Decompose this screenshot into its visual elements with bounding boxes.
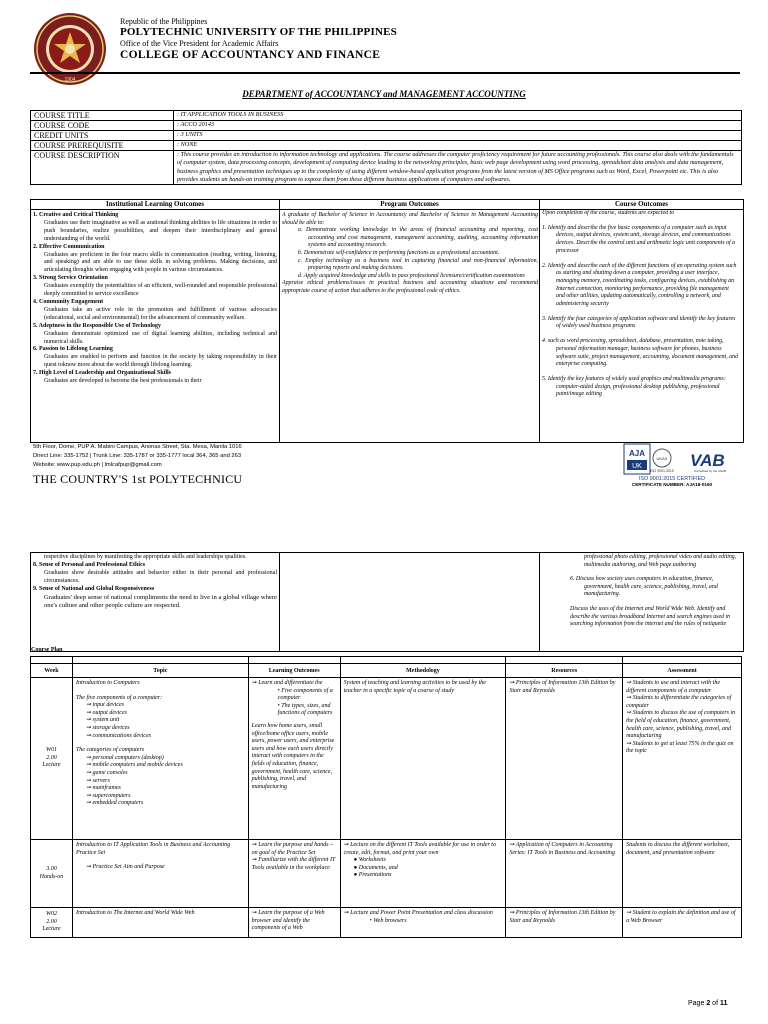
course-code-value: : ACCO 20143 xyxy=(174,121,742,131)
outcome-text: Learn how home users, small office/home office users, mobile users, power users, and enterprise users and how each users directly interact with computers in the fields of education, finance, government, health care, science, publishing, travel, and manufacturing xyxy=(251,722,335,790)
co-item: 1. Identify and describe the five basic components of a computer such as input devices, output devices, system unit, storage devices, and communications devices. Describe the control unit and arithmetic logic unit components of a processor xyxy=(542,224,736,254)
week-type: Hands-on xyxy=(39,873,64,880)
arrow-icon: ➙ xyxy=(626,740,633,747)
header-divider xyxy=(30,72,740,74)
outcomes-continued xyxy=(30,552,744,652)
vab-logo-text: VAB xyxy=(690,451,725,470)
bullet-icon: • xyxy=(277,687,282,694)
college-name: COLLEGE OF ACCOUNTANCY AND FINANCE xyxy=(120,49,381,61)
office-line: Office of the Vice President for Academic Affairs xyxy=(120,39,279,48)
arrow-icon: ➙ xyxy=(343,842,351,848)
co-item: 5. Identify the key features of widely used graphics and multimedia programs: computer-aided design, professional desktop publishing, professional paint/image editing xyxy=(542,375,726,398)
arrow-icon: ➙ xyxy=(626,680,633,686)
list-item: ➙ Principles of Information 13th Edition by Stair and Reynolds xyxy=(509,680,616,694)
week-hours: 2.00 xyxy=(46,754,57,761)
assessment-cell: Students to discuss the different worksheet, document, and presentation software xyxy=(623,840,742,908)
arrow-icon: ➙ xyxy=(85,769,93,776)
learning-outcomes-cell xyxy=(248,678,340,840)
ilo-desc: Graduates show desirable attitudes and behavior either in their personal and professional circumstances. xyxy=(44,569,277,584)
aja-logo-text: AJA xyxy=(628,449,646,458)
arrow-icon: ➙ xyxy=(85,717,93,724)
bullet-icon: ● xyxy=(353,857,359,864)
bullet-icon: • xyxy=(277,702,282,709)
co-item: 4. such as word processing, spreadsheet, database, presentation, note taking, personal information manager, business software for phones, business software suite, project management, accounting, document management, and enterprise computing. xyxy=(542,338,738,368)
ilo-title: 1. Creative and Critical Thinking xyxy=(33,212,119,218)
arrow-icon: ➙ xyxy=(509,842,516,848)
table-row xyxy=(31,678,742,840)
po-header: Program Outcomes xyxy=(280,200,539,210)
week-cell xyxy=(31,678,73,840)
arrow-icon: ➙ xyxy=(85,864,93,871)
ilo-desc: Graduates' deep sense of national compliments the need to live in a global village where one's culture and other people culture are respected. xyxy=(44,593,277,609)
course-plan-title: Course Plan xyxy=(31,647,63,653)
list-item: ➙ servers xyxy=(85,777,110,784)
arrow-icon: ➙ xyxy=(626,710,633,717)
arrow-icon: ➙ xyxy=(85,754,93,761)
arrow-icon: ➙ xyxy=(85,800,93,807)
certificate-number: CERTIFICATE NUMBER: AJA18-0160 xyxy=(631,482,713,487)
university-name: POLYTECHNIC UNIVERSITY OF THE PHILIPPINES xyxy=(120,26,397,38)
arrow-icon: ➙ xyxy=(251,857,259,864)
column-divider xyxy=(279,200,280,442)
learning-outcomes-cell xyxy=(248,840,340,908)
list-item: ➙ Application of Computers in Accounting Series: IT Tools in Business and Accounting xyxy=(509,842,615,856)
learning-outcomes-cell xyxy=(248,908,340,938)
ilo-title: 9. Sense of National and Global Responsiveness xyxy=(33,585,155,592)
col-methodology: Methodology xyxy=(340,664,506,678)
ilo-desc: Graduates are developed to become the best professionals in their xyxy=(44,378,202,385)
ukas-logo-text: UKAS xyxy=(656,456,668,461)
list-item: ➙ Students to discuss the use of computers in the field of education, finance, government, health care, science, publishing, travel, and manufacturing xyxy=(626,710,736,740)
topic-subtitle: The five components of a computer: xyxy=(75,694,163,701)
co-item: Discuss the uses of the Internet and World Wide Web. Identify and describe the various broadband Internet and search engines used in searching information from the internet and the rules of netiquette xyxy=(570,605,731,628)
list-item: ➙ Learn the purpose and hands – on goal of the Practice Set xyxy=(251,842,334,856)
topic-subtitle: The categories of computers xyxy=(75,747,145,754)
co-item: 2. Identify and describe each of the different functions of an operating system such as starting and shutting down a computer, providing a user interface, managing memory, coordinating tasks, configuring devices, establishing an Internet connection, monitoring performance, providing file management and other utilities, updating automatically, controlling a network, and administering security xyxy=(542,262,737,308)
prereq-label: COURSE PREREQUISITE xyxy=(31,141,174,151)
table-row xyxy=(31,840,742,908)
week-hours: 3.00 xyxy=(46,865,57,872)
list-item: ➙ Familiarize with the different IT Tools available in the workplace xyxy=(251,857,336,871)
list-item: ➙ game consoles xyxy=(85,769,128,776)
ilo-title: 7. High Level of Leadership and Organizational Skills xyxy=(33,370,172,377)
co-intro: Upon completion of the course, students are expected to xyxy=(542,210,675,216)
week-hours: 2.00 xyxy=(46,918,57,925)
arrow-icon: ➙ xyxy=(509,680,516,686)
list-item: ➙ supercomputers xyxy=(85,792,131,799)
phone-line: Direct Line: 335-1752 | Trunk Line: 335-1787 or 335-1777 local 364, 365 and 263 xyxy=(33,453,242,459)
week-number: W02 xyxy=(45,911,57,918)
ilo-title: 4. Community Engagement xyxy=(33,298,104,305)
outcomes-table xyxy=(30,199,744,443)
arrow-icon: ➙ xyxy=(626,695,633,702)
arrow-icon: ➙ xyxy=(85,792,93,799)
topic-title: Introduction to Computers xyxy=(75,680,140,686)
list-item: ➙ Learn and differentiate the xyxy=(251,680,323,686)
list-item: ➙ Student to explain the definition and use of a Web Browser xyxy=(626,910,736,924)
ukas-cert-text: ISO 9001:2015 xyxy=(650,469,674,473)
col-topic: Topic xyxy=(72,664,248,678)
list-item: • Five components of a computer xyxy=(277,687,333,702)
bullet-icon: ● xyxy=(353,872,359,879)
po-item: d. Apply acquired knowledge and skills to pass professional licensure/certification examinations xyxy=(298,272,525,279)
list-item: ➙ Students to get at least 75% in the quiz on the topic xyxy=(626,740,734,755)
column-divider xyxy=(539,200,540,442)
column-divider xyxy=(539,553,540,651)
list-item: ● Presentations xyxy=(353,872,392,879)
spacer-row xyxy=(31,657,742,664)
co-item: professional photo editing, professional video and audio editing, multimedia authoring, and Web page authoring xyxy=(584,554,737,568)
methodology-cell xyxy=(340,840,506,908)
po-item: b. Demonstrate self-confidence in performing functions as a professional accountant. xyxy=(298,249,500,256)
resources-cell xyxy=(506,908,623,938)
methodology-cell xyxy=(340,908,506,938)
website-line: Website: www.pup.edu.ph | lmlcafpup@gmail.com xyxy=(33,462,162,468)
col-resources: Resources xyxy=(506,664,623,678)
co-header: Course Outcomes xyxy=(540,200,743,210)
list-item: ➙ Principles of Information 13th Edition by Stair and Reynolds xyxy=(509,910,616,924)
col-week: Week xyxy=(31,664,73,678)
week-number: W01 xyxy=(45,747,57,754)
ilo-title: 2. Effective Communication xyxy=(33,243,105,250)
ilo-list xyxy=(33,212,277,386)
list-item: ➙ communications devices xyxy=(85,732,151,739)
list-item: ➙ storage devices xyxy=(85,724,130,731)
arrow-icon: ➙ xyxy=(251,680,259,686)
arrow-icon: ➙ xyxy=(85,709,93,716)
ilo-desc: Graduates take an active role in the promotion and fulfillment of various advocacies (educational, social and environmental) for the advancement of community welfare. xyxy=(44,306,277,321)
list-item: ➙ Students to use and interact with the different components of a computer xyxy=(626,680,720,694)
ilo-title: 5. Adeptness in the Responsible Use of Technology xyxy=(33,322,162,329)
course-title-label: COURSE TITLE xyxy=(31,111,174,121)
tagline: THE COUNTRY'S 1st POLYTECHNICU xyxy=(33,472,243,486)
list-item: ➙ Lecture and Power Point Presentation and class discussion xyxy=(343,910,493,916)
plan-header-row xyxy=(31,664,742,678)
address-footer xyxy=(33,443,242,470)
course-title-value: : IT APPLICATION TOOLS IN BUSINESS xyxy=(174,111,742,121)
column-divider xyxy=(279,553,280,651)
credit-units-label: CREDIT UNITS xyxy=(31,131,174,141)
ilo-desc: Graduates demonstrate optimized use of digital learning abilities, including technical and numerical skills. xyxy=(44,330,277,345)
week-cell xyxy=(31,840,73,908)
list-item: ● Worksheets xyxy=(353,857,386,864)
topic-cell xyxy=(72,678,248,840)
list-item: • The types, sizes, and functions of computers xyxy=(277,702,333,717)
list-item: ➙ input devices xyxy=(85,702,124,709)
ilo-desc: Graduates use their imaginative as well as arational thinking abilities to life situations in order to push boundaries, realize possibilities, and deepen their interdisciplinary and general understanding of the world. xyxy=(44,219,277,242)
list-item: ➙ Students to differentiate the categories of computer xyxy=(626,695,732,709)
arrow-icon: ➙ xyxy=(85,732,93,739)
topic-cell xyxy=(72,840,248,908)
ilo-title: 8. Sense of Personal and Professional Ethics xyxy=(33,561,146,568)
po-item: a. Demonstrate working knowledge in the areas of financial accounting and reporting, cost accounting and cost management, management accounting, auditing, accounting information systems and accounting research. xyxy=(298,227,538,249)
week-type: Lecture xyxy=(42,926,61,933)
po-intro: A graduate of Bachelor of Science in Accountancy and Bachelor of Science in Management Accounting should be able to: xyxy=(282,212,538,226)
list-item: ● Documents, and xyxy=(353,864,398,871)
arrow-icon: ➙ xyxy=(85,785,93,792)
uk-logo-text: UK xyxy=(632,463,642,470)
assessment-cell xyxy=(623,908,742,938)
bullet-icon: • xyxy=(369,917,374,924)
topic-cell: Introduction to The Internet and World Wide Web xyxy=(72,908,248,938)
header-block xyxy=(120,16,397,61)
list-item: ➙ mobile computers and mobile devices xyxy=(85,762,183,769)
arrow-icon: ➙ xyxy=(85,724,93,731)
col-learning-outcomes: Learning Outcomes xyxy=(248,664,340,678)
ilo-desc: Graduates exemplify the potentialities of an efficient, well-rounded and responsible professional deeply committed to service excellence xyxy=(44,283,277,298)
col-assessment: Assessment xyxy=(623,664,742,678)
table-row xyxy=(31,908,742,938)
arrow-icon: ➙ xyxy=(509,910,516,916)
co-item: 6. Discuss how society uses computers in education, finance, government, health care, science, publishing, travel, and manufacturing. xyxy=(570,576,718,598)
assessment-cell xyxy=(623,678,742,840)
iso-text: ISO 9001:2015 CERTIFIED xyxy=(638,476,706,482)
iso-certification xyxy=(622,476,722,488)
department-title: DEPARTMENT of ACCOUNTANCY and MANAGEMENT ACCOUNTING xyxy=(242,89,526,99)
week-type: Lecture xyxy=(42,762,61,769)
co-list-continued xyxy=(570,554,740,629)
credit-units-value: : 3 UNITS xyxy=(174,131,742,141)
arrow-icon: ➙ xyxy=(85,762,93,769)
arrow-icon: ➙ xyxy=(251,910,259,916)
course-info-table xyxy=(30,110,742,185)
arrow-icon: ➙ xyxy=(343,910,351,916)
list-item: ➙ Learn the purpose of a Web browser and identify the components of a Web xyxy=(251,910,325,932)
course-plan-table xyxy=(30,656,742,938)
ilo-title: 6. Passion to Lifelong Learning xyxy=(33,346,113,353)
list-item: ➙ system unit xyxy=(85,717,120,724)
list-item: ➙ output devices xyxy=(85,709,127,716)
list-item: ➙ Practice Set Aim and Purpose xyxy=(85,864,165,871)
topic-title: Introduction to IT Application Tools in Business and Accounting Practice Set xyxy=(75,842,231,856)
arrow-icon: ➙ xyxy=(85,777,93,784)
list-item: ➙ embedded computers xyxy=(85,800,144,807)
list-item: ➙ personal computers (desktop) xyxy=(85,754,164,761)
bullet-icon: ● xyxy=(353,864,359,871)
methodology-cell: System of teaching and learning activities to be used by the teacher in a specific topic of a course of study xyxy=(340,678,506,840)
arrow-icon: ➙ xyxy=(251,842,259,848)
description-value: : This course provides an introduction to information technology and applications. The course addresses the computer proficiency requirement for future accounting professionals. This course also deals with the fundamentals of computer system, data processing concepts, development of computing device leading to the networking principles, basic web page development using word processing, spreadsheet data analysis and data management, business graphics and presentation techniques up to the complexity of using different window-based application programs from the latest version of MS Office programs such as Word, Excel, Powerpoint etc. This is also provides students an hands-on training program to expose them from these different business applications of computers and softwares. xyxy=(174,151,742,185)
ilo-desc: respective disciplines by manifesting the appropriate skills and leaderships qualities. xyxy=(44,554,247,560)
description-label: COURSE DESCRIPTION xyxy=(31,151,174,185)
ilo-list-continued xyxy=(33,554,277,610)
address-line: 5th Floor, Dome, PUP A. Mabini Campus, Anonas Street, Sta. Mesa, Manila 1016 xyxy=(33,444,242,450)
ilo-header: Institutional Learning Outcomes xyxy=(31,200,279,210)
ilo-title: 3. Strong Service Orientation xyxy=(33,275,108,282)
page-number: Page 2 of 11 xyxy=(688,1000,728,1007)
co-item: 3. Identify the four categories of application software and identify the key features of widely used business programs xyxy=(542,315,736,330)
svg-text:1904: 1904 xyxy=(64,77,76,83)
po-list xyxy=(282,212,538,296)
ilo-desc: Graduates are enabled to perform and function in the society by taking responsibility in their quest toknow more about the world through lifelong learning. xyxy=(44,354,277,369)
co-list xyxy=(542,210,738,406)
arrow-icon: ➙ xyxy=(626,910,633,916)
university-seal-logo xyxy=(33,12,107,86)
course-code-label: COURSE CODE xyxy=(31,121,174,131)
list-item: ➙ mainframes xyxy=(85,785,121,792)
resources-cell xyxy=(506,840,623,908)
po-outro: Appraise ethical problems/issues in practical business and accounting situations and recommend appropriate course of action that adheres to the professional code of ethics. xyxy=(282,280,538,294)
republic-line: Republic of the Philippines xyxy=(120,17,208,26)
po-item: c. Employ technology as a business tool in capturing financial and non-financial information, preparing reports and making decisions. xyxy=(298,257,538,272)
ilo-desc: Graduates are proficient in the four macro skills in communication (reading, writing, listening, and speaking) and are able to use these skills in solving problems. Making decisions, and articulating thoughts when engaging with people in various circumstances. xyxy=(44,251,277,274)
accreditation-text: Accredited by the ANAB xyxy=(693,469,727,473)
week-cell xyxy=(31,908,73,938)
list-item: ➙ Lecture on the different IT Tools available for use in order to create, edit, format, and print your own xyxy=(343,842,496,856)
prereq-value: : NONE xyxy=(174,141,742,151)
list-item: • Web browsers xyxy=(369,917,407,924)
arrow-icon: ➙ xyxy=(85,702,93,709)
resources-cell xyxy=(506,678,623,840)
